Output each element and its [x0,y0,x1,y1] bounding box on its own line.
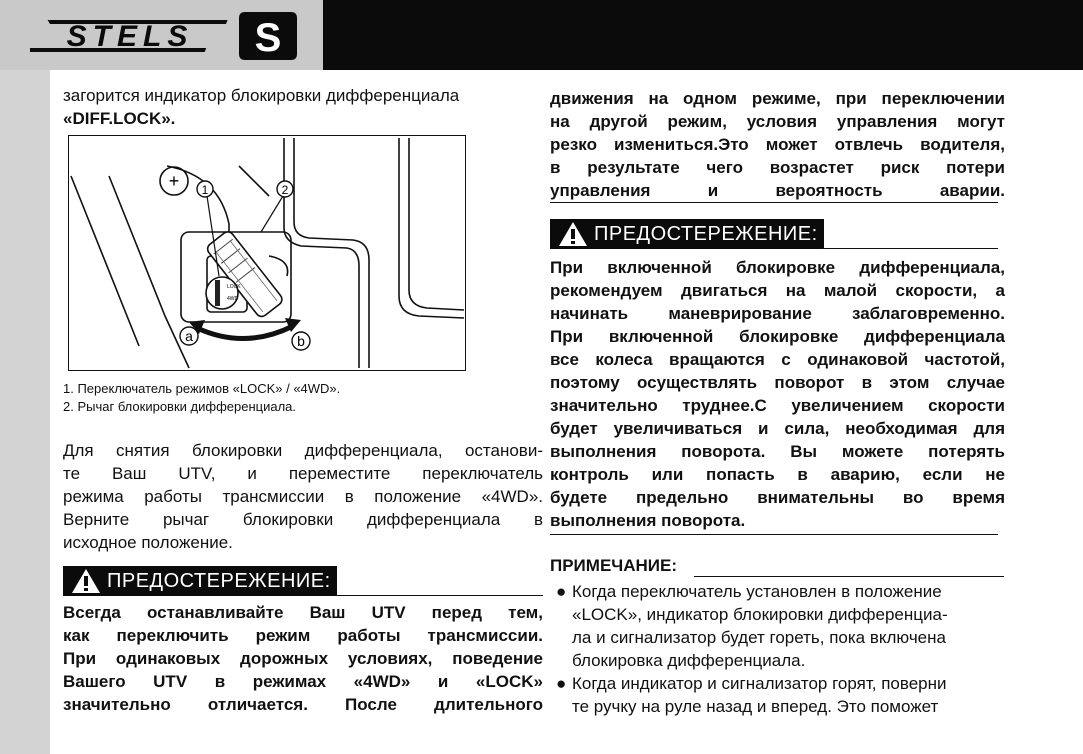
callout-1: 1 [201,183,209,197]
stels-badge-icon [237,10,299,62]
section-divider [550,202,998,203]
label-b: b [297,333,305,349]
list-item: ● Когда переключатель установлен в положение «LOCK», индикатор блокировки дифференциа- ла и сигнализатор будет гореть, пока включена блокировка дифференциала. [556,582,948,670]
warning-banner [63,566,337,596]
note-bullet-list [556,580,1006,718]
note-title: ПРИМЕЧАНИЕ: [550,556,677,575]
warning-triangle-icon [558,221,588,247]
left-warning-text: Всегда останавливайте Ваш UTV перед тем, как переключить режим работы трансмиссии. При одинаковых дорожных условиях, поведение Вашего UTV в режимах «4WD» и «LOCK» значительно отличается. После длительного [63,603,543,714]
figure-caption-2: 2. Рычаг блокировки дифференциала. [63,399,296,414]
header-brand-area [0,0,323,70]
dashboard-diagram [69,136,464,369]
right-warning-header [550,219,998,249]
right-warning-text: При включенной блокировке дифференциала, рекомендуем двигаться на малой скорости, а начинать маневрирование заблаговременно. При включенной блокировке дифференциала все колеса вращаются с одинаковой частотой, поэтому осуществлять поворот в этом случае значительно труднее.С увеличением скорости будет увеличиваться и сила, необходимая для выполнения поворота. Вы можете потерять контроль или попасть в аварию, если не будете предельно внимательны во время выполнения поворота. [550,258,1005,530]
figure-caption-1: 1. Переключатель режимов «LOCK» / «4WD». [63,381,341,396]
switch-4wd-label: 4WD [227,296,239,302]
page-margin-strip [0,70,50,754]
removal-paragraph: Для снятия блокировки дифференциала, останови- те Ваш UTV, и переместите переключатель режима работы трансмиссии в положение «4WD». Верните рычаг блокировки дифференциала в исходное положение. [63,441,543,552]
left-warning-header [63,566,543,596]
plus-label: + [168,171,180,191]
warning-banner-2 [550,219,824,249]
list-item: ● Когда индикатор и сигнализатор горят, поверни те ручку на руле назад и вперед. Это поможет [556,674,947,716]
warning-title: ПРЕДОСТЕРЕЖЕНИЕ: [107,569,331,592]
differential-lock-figure [68,135,466,371]
warning-triangle-icon [71,568,101,594]
intro-paragraph: загорится индикатор блокировки дифференциала «DIFF.LOCK». [63,86,460,128]
stels-logo-icon [30,14,230,58]
label-a: a [185,328,193,344]
bullet-icon: ● [556,582,567,601]
brand-word: STELS [66,20,194,53]
brand-letter: S [254,16,282,60]
header-black-bar [323,0,1083,70]
right-continued-text: движения на одном режиме, при переключении на другой режим, условия управления могут резко измениться.Это может отвлечь водителя, в результате чего возрастет риск потери управления и вероятность аварии. [550,89,1005,200]
section-divider-2 [550,534,998,535]
note-underline [694,576,1004,577]
switch-lock-label: LOCK [227,284,241,290]
left-column [63,84,543,130]
bullet-icon: ● [556,674,567,693]
callout-2: 2 [281,183,289,197]
warning-title: ПРЕДОСТЕРЕЖЕНИЕ: [594,222,818,245]
